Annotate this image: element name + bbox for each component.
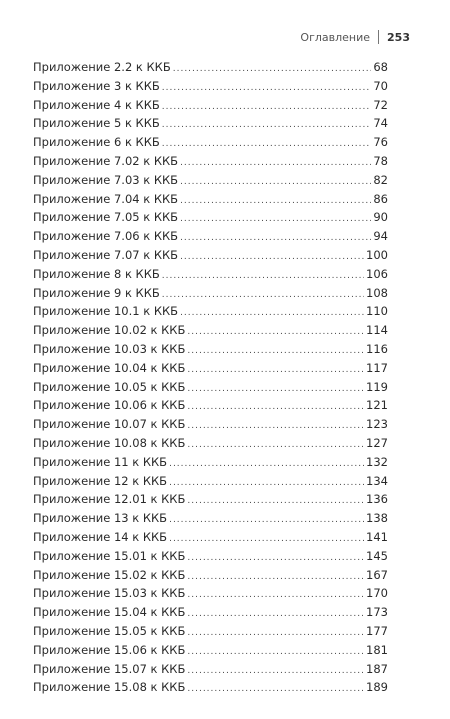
toc-entry-title: Приложение 10.06 к ККБ: [33, 398, 186, 413]
toc-entry[interactable]: [33, 622, 388, 641]
dot-leader: [187, 680, 364, 699]
dot-leader: [162, 267, 364, 286]
toc-entry-title: Приложение 10.05 к ККБ: [33, 379, 186, 394]
toc-entry[interactable]: [33, 190, 388, 209]
toc-entry[interactable]: [33, 265, 388, 284]
toc-entry[interactable]: [33, 566, 388, 585]
toc-entry-title: Приложение 15.02 к ККБ: [33, 567, 186, 582]
toc-entry[interactable]: [33, 603, 388, 622]
toc-entry[interactable]: [33, 641, 388, 660]
dot-leader: [169, 474, 364, 493]
toc-entry-page: 136: [366, 492, 388, 507]
dot-leader: [180, 173, 371, 192]
toc-entry-title: Приложение 11 к ККБ: [33, 454, 168, 469]
toc-entry-title: Приложение 3 к ККБ: [33, 78, 160, 93]
toc-entry-title: Приложение 10.04 к ККБ: [33, 360, 186, 375]
dot-leader: [187, 398, 364, 417]
toc-entry-title: Приложение 10.08 к ККБ: [33, 435, 186, 450]
toc-entry-title: Приложение 4 к ККБ: [33, 97, 160, 112]
toc-entry-title: Приложение 2.2 к ККБ: [33, 60, 171, 74]
dot-leader: [169, 455, 364, 474]
dot-leader: [162, 286, 364, 305]
dot-leader: [162, 116, 372, 135]
toc-entry-page: 86: [373, 191, 388, 206]
dot-leader: [162, 98, 372, 117]
toc-entry[interactable]: [33, 359, 388, 378]
dot-leader: [187, 605, 364, 624]
dot-leader: [187, 586, 364, 605]
dot-leader: [187, 643, 364, 662]
toc-entry-page: 138: [366, 511, 388, 526]
toc-entry-title: Приложение 7.05 к ККБ: [33, 210, 179, 225]
toc-entry[interactable]: [33, 434, 388, 453]
toc-entry-page: 100: [366, 247, 388, 262]
dot-leader: [180, 229, 371, 248]
toc-entry-page: 127: [366, 435, 388, 450]
toc-entry-title: Приложение 15.08 к ККБ: [33, 680, 186, 695]
toc-entry-page: 76: [373, 135, 388, 150]
toc-entry-title: Приложение 15.03 к ККБ: [33, 586, 186, 601]
dot-leader: [180, 210, 371, 229]
dot-leader: [180, 192, 371, 211]
toc-entry-page: 145: [366, 548, 388, 563]
toc-entry-title: Приложение 9 к ККБ: [33, 285, 160, 300]
toc-entry-title: Приложение 15.05 к ККБ: [33, 623, 186, 638]
toc-entry-page: 134: [366, 473, 388, 488]
toc-entry-page: 114: [366, 323, 388, 338]
toc-entry-page: 117: [366, 360, 388, 375]
toc-entry-page: 90: [373, 210, 388, 225]
toc-entry-title: Приложение 14 к ККБ: [33, 529, 168, 544]
running-header: [300, 30, 410, 44]
toc-entry-page: 116: [366, 341, 388, 356]
dot-leader: [180, 304, 364, 323]
toc-entry-page: 132: [366, 454, 388, 469]
toc-entry[interactable]: [33, 378, 388, 397]
toc-entry-page: 187: [366, 661, 388, 676]
toc-entry-title: Приложение 7.06 к ККБ: [33, 229, 179, 244]
toc-entry-page: 72: [373, 97, 388, 112]
toc-entry[interactable]: [33, 284, 388, 303]
toc-entry-title: Приложение 15.01 к ККБ: [33, 548, 186, 563]
toc-entry-page: 121: [366, 398, 388, 413]
dot-leader: [187, 342, 364, 361]
toc-entry-title: Приложение 10.03 к ККБ: [33, 341, 186, 356]
toc-entry-page: 82: [373, 172, 388, 187]
toc-entry[interactable]: [33, 678, 388, 697]
toc-entry[interactable]: [33, 415, 388, 434]
dot-leader: [169, 511, 364, 530]
toc-entry-title: Приложение 7.03 к ККБ: [33, 172, 179, 187]
section-title: Оглавление: [300, 30, 371, 44]
toc-entry[interactable]: [33, 509, 388, 528]
dot-leader: [173, 60, 372, 79]
page-number: 253: [387, 30, 410, 44]
dot-leader: [169, 530, 364, 549]
toc-entry-title: Приложение 6 к ККБ: [33, 135, 160, 150]
header-divider: [378, 30, 379, 44]
toc-entry-page: 177: [366, 623, 388, 638]
toc-entry[interactable]: [33, 547, 388, 566]
toc-entry[interactable]: [33, 528, 388, 547]
toc-entry-page: 110: [366, 304, 388, 319]
toc-entry-page: 173: [366, 605, 388, 620]
toc-entry-page: 123: [366, 417, 388, 432]
toc-entry-title: Приложение 7.07 к ККБ: [33, 247, 179, 262]
toc-entry-title: Приложение 10.1 к ККБ: [33, 304, 179, 319]
toc-entry[interactable]: [33, 96, 388, 115]
toc-entry-page: 181: [366, 642, 388, 657]
toc-entry[interactable]: [33, 490, 388, 509]
toc-entry-title: Приложение 7.02 к ККБ: [33, 153, 179, 168]
toc-entry[interactable]: [33, 660, 388, 679]
toc-entry-title: Приложение 12 к ККБ: [33, 473, 168, 488]
dot-leader: [187, 624, 364, 643]
toc-entry-page: 94: [373, 229, 388, 244]
toc-entry[interactable]: [33, 77, 388, 96]
toc-entry-page: 106: [366, 266, 388, 281]
toc-entry-title: Приложение 15.07 к ККБ: [33, 661, 186, 676]
toc-entry-title: Приложение 10.07 к ККБ: [33, 417, 186, 432]
dot-leader: [187, 662, 364, 681]
dot-leader: [187, 361, 364, 380]
toc-entry[interactable]: [33, 114, 388, 133]
toc-entry-title: Приложение 5 к ККБ: [33, 116, 160, 131]
toc-entry[interactable]: [33, 152, 388, 171]
toc-entry[interactable]: [33, 302, 388, 321]
toc-entry[interactable]: [33, 227, 388, 246]
toc-entry-title: Приложение 13 к ККБ: [33, 511, 168, 526]
toc-entry[interactable]: [33, 340, 388, 359]
toc-entry-page: 167: [366, 567, 388, 582]
toc-entry-title: Приложение 12.01 к ККБ: [33, 492, 186, 507]
dot-leader: [187, 492, 364, 511]
toc-entry[interactable]: [33, 584, 388, 603]
toc-entry-page: 68: [373, 60, 388, 74]
dot-leader: [187, 380, 364, 399]
dot-leader: [187, 436, 364, 455]
toc-entry[interactable]: [33, 208, 388, 227]
dot-leader: [180, 248, 364, 267]
table-of-contents: [33, 58, 388, 697]
toc-entry[interactable]: [33, 396, 388, 415]
toc-entry[interactable]: [33, 133, 388, 152]
toc-entry[interactable]: [33, 472, 388, 491]
toc-entry-title: Приложение 8 к ККБ: [33, 266, 160, 281]
toc-entry-title: Приложение 10.02 к ККБ: [33, 323, 186, 338]
dot-leader: [187, 323, 364, 342]
toc-entry[interactable]: [33, 58, 388, 77]
toc-entry-page: 119: [366, 379, 388, 394]
dot-leader: [187, 568, 364, 587]
dot-leader: [162, 79, 372, 98]
toc-entry-page: 74: [373, 116, 388, 131]
toc-entry[interactable]: [33, 171, 388, 190]
toc-entry-title: Приложение 7.04 к ККБ: [33, 191, 179, 206]
toc-entry-page: 70: [373, 78, 388, 93]
dot-leader: [187, 417, 364, 436]
dot-leader: [180, 154, 371, 173]
toc-entry-page: 189: [366, 680, 388, 695]
toc-entry[interactable]: [33, 453, 388, 472]
toc-entry-page: 108: [366, 285, 388, 300]
toc-entry[interactable]: [33, 246, 388, 265]
dot-leader: [162, 135, 372, 154]
dot-leader: [187, 549, 364, 568]
toc-entry-title: Приложение 15.06 к ККБ: [33, 642, 186, 657]
toc-entry-title: Приложение 15.04 к ККБ: [33, 605, 186, 620]
toc-entry-page: 170: [366, 586, 388, 601]
toc-entry[interactable]: [33, 321, 388, 340]
toc-entry-page: 78: [373, 153, 388, 168]
toc-entry-page: 141: [366, 529, 388, 544]
